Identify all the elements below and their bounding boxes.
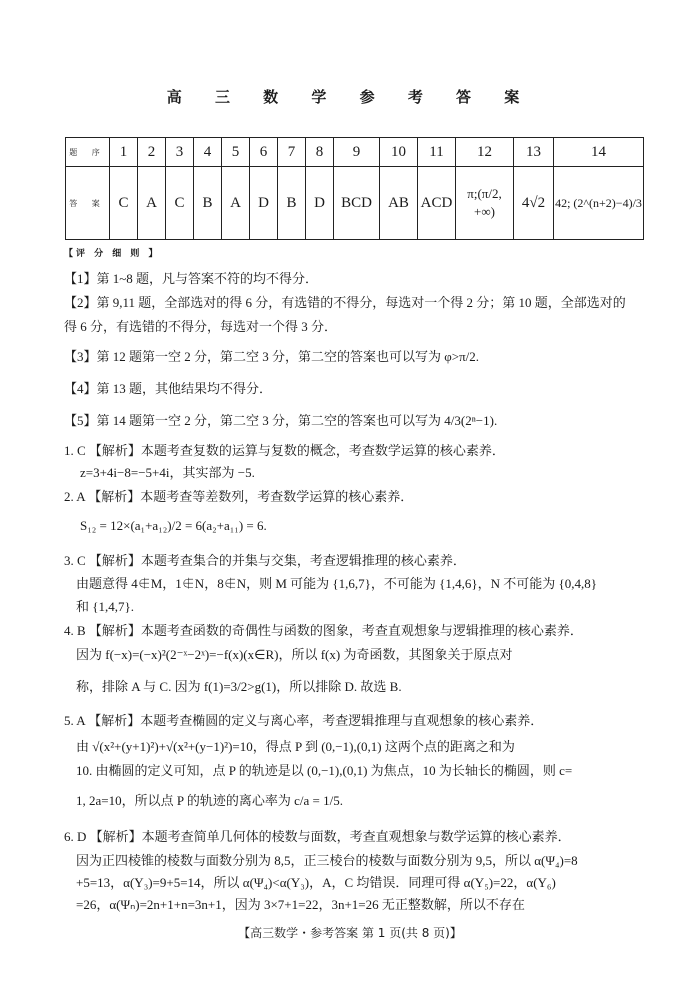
rule-2: 【2】第 9,11 题，全部选对的得 6 分，有选错的不得分，每选对一个得 2 分；第 10 题，全部选对的 [64,295,626,310]
answer-cell: B [278,167,306,240]
q-number: 11 [418,138,456,167]
answer-cell: D [306,167,334,240]
q-number: 7 [278,138,306,167]
solution-5-cont: 10. 由椭圆的定义可知，点 P 的轨迹是以 (0,−1),(0,1) 为焦点，10 为长轴长的椭圆，则 c= [76,763,573,778]
q-number: 5 [222,138,250,167]
table-answer-row [66,167,644,240]
solution-6-body: 因为正四棱锥的棱数与面数分别为 8,5，正三棱台的棱数与面数分别为 9,5，所以 α(Ψ₄)=8 [76,853,578,868]
q-number: 12 [456,138,514,167]
solution-2-body: S₁₂ = 12×(a₁+a₁₂)/2 = 6(a₂+a₁₁) = 6. [80,518,267,533]
answer-cell: A [222,167,250,240]
rule-4: 【4】第 13 题，其他结果均不得分． [64,381,273,396]
table-header-row [66,138,644,167]
answer-cell: B [194,167,222,240]
solution-3-cont: 和 {1,4,7}. [76,599,134,614]
answer-cell: C [110,167,138,240]
q-number: 10 [380,138,418,167]
answer-cell: C [166,167,194,240]
solution-4-head: 4. B 【解析】本题考查函数的奇偶性与函数的图象，考查直观想象与逻辑推理的核心素养． [64,623,583,638]
solution-1-body: z=3+4i−8=−5+4i，其实部为 −5. [80,465,255,480]
answer-table [65,137,644,240]
answer-cell: π;(π/2, +∞) [456,167,514,240]
rules-header: 【评 分 细 则 】 [64,249,161,259]
answer-cell: D [250,167,278,240]
solution-3-body: 由题意得 4∉M，1∉N，8∉N，则 M 可能为 {1,6,7}，不可能为 {1,4,6}，N 不可能为 {0,4,8} [76,576,597,591]
q-number: 3 [166,138,194,167]
answer-cell: ACD [418,167,456,240]
rule-1: 【1】第 1~8 题，凡与答案不符的均不得分． [64,271,319,286]
answer-cell: AB [380,167,418,240]
rule-2-cont: 得 6 分，有选错的不得分，每选对一个得 3 分． [64,319,338,334]
q-number: 4 [194,138,222,167]
q-number: 1 [110,138,138,167]
solution-4-cont: 称，排除 A 与 C. 因为 f(1)=3/2>g(1)，所以排除 D. 故选 B. [76,679,402,694]
page-footer: 【高三数学・参考答案 第 1 页(共 8 页)】 [238,926,462,940]
solution-6-cont2: =26，α(Ψₙ)=2n+1+n=3n+1，因为 3×7+1=22，3n+1=26 无正整数解，所以不存在 [76,897,525,912]
solution-6-head: 6. D 【解析】本题考查简单几何体的棱数与面数，考查直观想象与数学运算的核心素养． [64,829,571,844]
solution-6-cont: +5=13，α(Υ₃)=9+5=14，所以 α(Ψ₄)<α(Υ₃)，A，C 均错误．同理可得 α(Υ₅)=22，α(Υ₆) [76,875,556,890]
solution-5-cont2: 1, 2a=10，所以点 P 的轨迹的离心率为 c/a = 1/5. [76,793,343,808]
rule-5: 【5】第 14 题第一空 2 分，第二空 3 分，第二空的答案也可以写为 4/3(2ⁿ−1). [64,413,498,428]
rule-3: 【3】第 12 题第一空 2 分，第二空 3 分，第二空的答案也可以写为 φ>π/2. [64,349,480,364]
q-number: 13 [514,138,554,167]
solution-5-head: 5. A 【解析】本题考查椭圆的定义与离心率，考查逻辑推理与直观想象的核心素养． [64,713,544,728]
page-title: 高 三 数 学 参 考 答 案 [166,88,534,106]
solution-3-head: 3. C 【解析】本题考查集合的并集与交集，考查逻辑推理的核心素养． [64,553,466,568]
q-number: 9 [334,138,380,167]
solution-4-body: 因为 f(−x)=(−x)²(2⁻ˣ−2ˣ)=−f(x)(x∈R)，所以 f(x) 为奇函数，其图象关于原点对 [76,647,513,662]
q-number: 6 [250,138,278,167]
answer-label: 答 案 [66,167,110,240]
q-number: 2 [138,138,166,167]
answer-cell: 42; (2^(n+2)−4)/3 [554,167,644,240]
answer-cell: BCD [334,167,380,240]
solution-5-body: 由 √(x²+(y+1)²)+√(x²+(y−1)²)=10，得点 P 到 (0,−1),(0,1) 这两个点的距离之和为 [76,739,515,754]
answer-cell: 4√2 [514,167,554,240]
q-number: 14 [554,138,644,167]
solution-1-head: 1. C 【解析】本题考查复数的运算与复数的概念，考查数学运算的核心素养． [64,443,505,458]
header-label: 题 序 [66,138,110,167]
solution-2-head: 2. A 【解析】本题考查等差数列，考查数学运算的核心素养． [64,489,414,504]
answer-cell: A [138,167,166,240]
q-number: 8 [306,138,334,167]
